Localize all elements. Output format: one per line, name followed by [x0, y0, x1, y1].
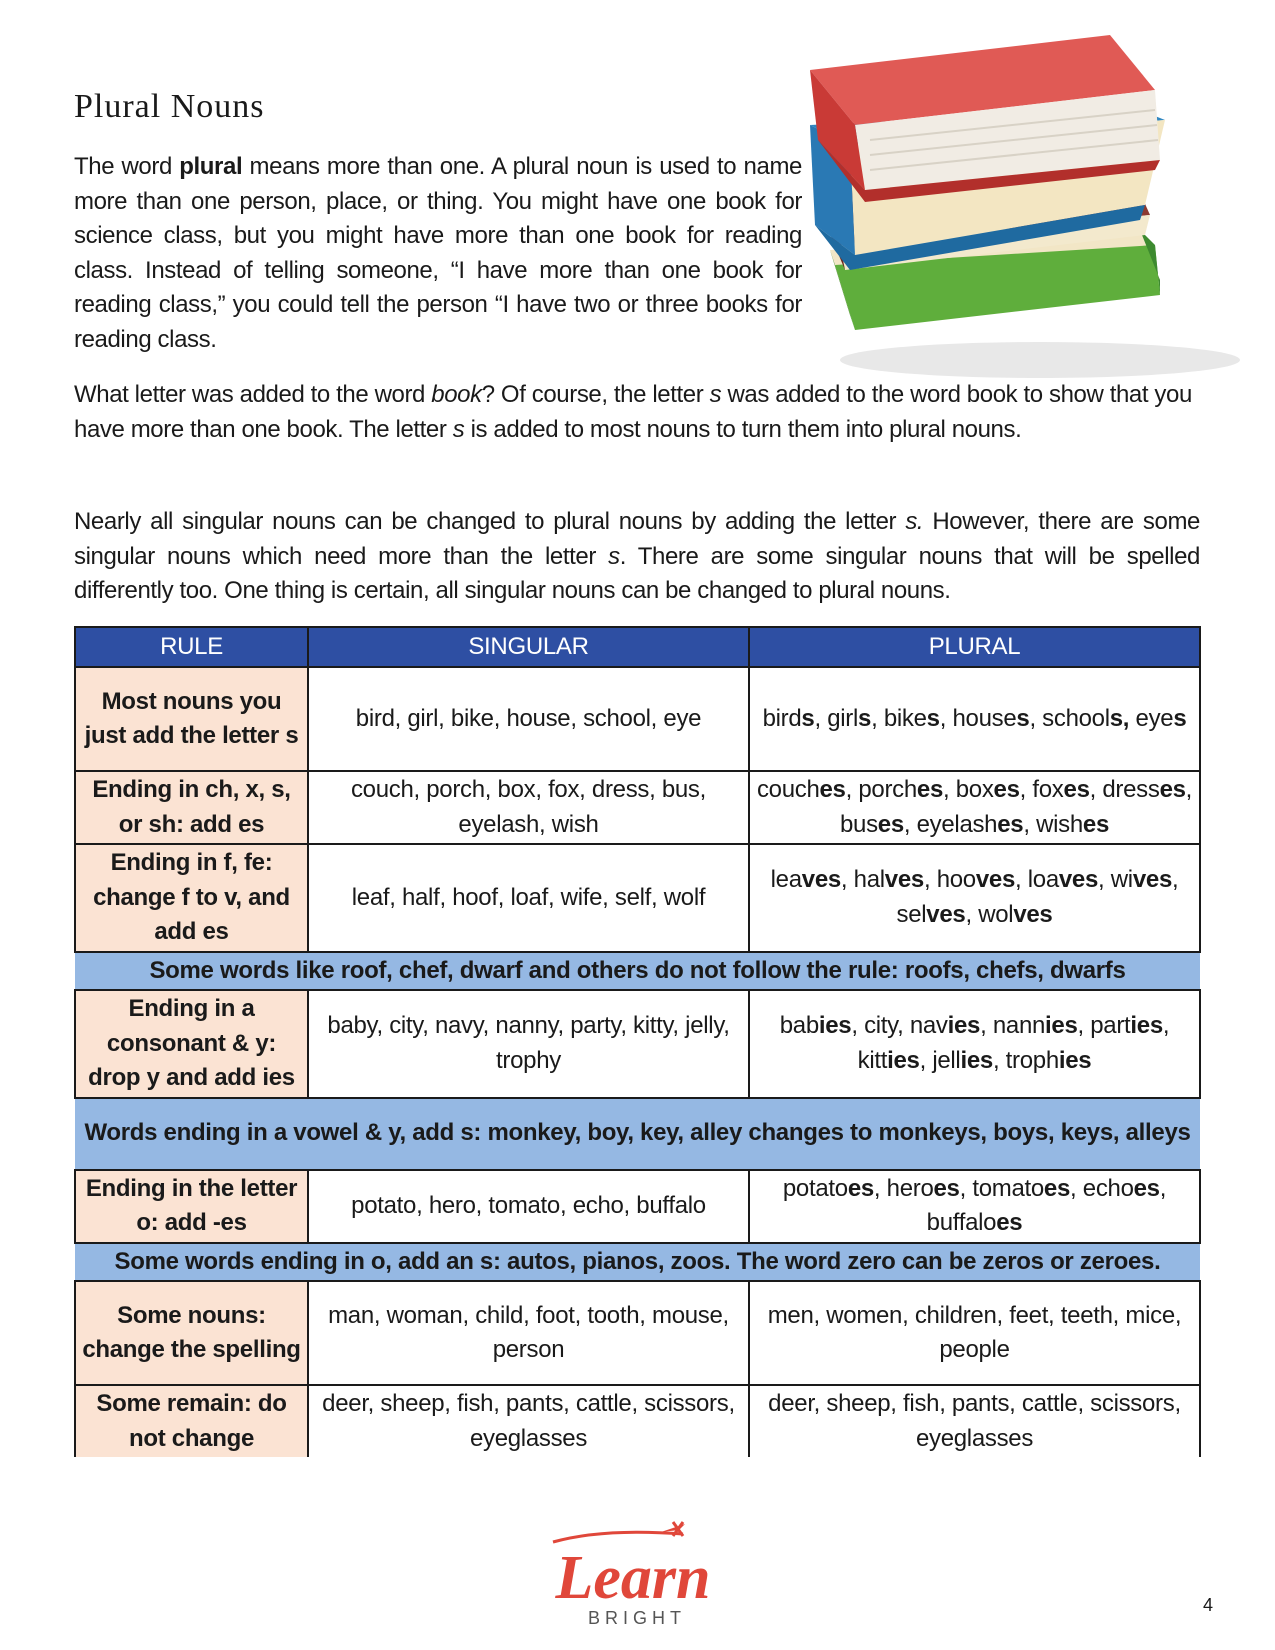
header-rule: RULE [75, 627, 308, 667]
header-plural: PLURAL [749, 627, 1200, 667]
singular-cell: deer, sheep, fish, pants, cattle, scissors, eyeglasses [308, 1385, 749, 1457]
table-row [75, 1281, 1200, 1385]
books-stack-image [810, 30, 1250, 390]
page-number: 4 [1203, 1595, 1214, 1615]
note-row [75, 1243, 1200, 1282]
rule-cell: Ending in a consonant & y: drop y and add ies [75, 990, 308, 1098]
table-row [75, 1385, 1200, 1457]
logo-word: Learn [555, 1544, 711, 1612]
intro-paragraph-2: What letter was added to the word book? Of course, the letter s was added to the word book to show that you have more than one book. The letter s is added to most nouns to turn them into plural nouns. [74, 381, 1192, 443]
plural-cell: birds, girls, bikes, houses, schools, eyes [749, 667, 1200, 771]
singular-cell: bird, girl, bike, house, school, eye [308, 667, 749, 771]
table-header-row [75, 627, 1200, 667]
plural-cell: couches, porches, boxes, foxes, dresses, buses, eyelashes, wishes [749, 771, 1200, 844]
plural-cell: leaves, halves, hooves, loaves, wives, selves, wolves [749, 844, 1200, 952]
rule-cell: Ending in ch, x, s, or sh: add es [75, 771, 308, 844]
singular-cell: man, woman, child, foot, tooth, mouse, person [308, 1281, 749, 1385]
rule-cell: Ending in the letter o: add -es [75, 1170, 308, 1243]
rule-cell: Some nouns: change the spelling [75, 1281, 308, 1385]
learn-bright-logo [533, 1520, 733, 1630]
rule-cell: Most nouns you just add the letter s [75, 667, 308, 771]
note-cell: Words ending in a vowel & y, add s: monkey, boy, key, alley changes to monkeys, boys, keys, alleys [75, 1098, 1200, 1170]
note-cell: Some words ending in o, add an s: autos, pianos, zoos. The word zero can be zeros or zeroes. [75, 1243, 1200, 1282]
note-row [75, 1098, 1200, 1170]
table-row [75, 1170, 1200, 1243]
plural-cell: babies, city, navies, nannies, parties, kitties, jellies, trophies [749, 990, 1200, 1098]
plural-rules-table [74, 626, 1201, 1457]
rule-cell: Ending in f, fe: change f to v, and add es [75, 844, 308, 952]
intro-paragraph-1: The word plural means more than one. A plural noun is used to name more than one person, place, or thing. You might have one book for science class, but you might have more than one book for reading class. Instead of telling someone, “I have more than one book for reading class,” you could tell the person “I have two or three books for reading class. [74, 153, 802, 353]
table-row [75, 771, 1200, 844]
intro-paragraph-3: Nearly all singular nouns can be changed to plural nouns by adding the letter s. However, there are some singular nouns which need more than the letter s. There are some singular nouns that will be spelled differently too. One thing is certain, all singular nouns can be changed to plural nouns. [74, 508, 1200, 604]
header-singular: SINGULAR [308, 627, 749, 667]
plural-cell: deer, sheep, fish, pants, cattle, scissors, eyeglasses [749, 1385, 1200, 1457]
page-title: Plural Nouns [74, 88, 265, 125]
plural-cell: potatoes, heroes, tomatoes, echoes, buffaloes [749, 1170, 1200, 1243]
singular-cell: leaf, half, hoof, loaf, wife, self, wolf [308, 844, 749, 952]
singular-cell: potato, hero, tomato, echo, buffalo [308, 1170, 749, 1243]
plural-cell: men, women, children, feet, teeth, mice, people [749, 1281, 1200, 1385]
note-cell: Some words like roof, chef, dwarf and others do not follow the rule: roofs, chefs, dwarfs [75, 952, 1200, 991]
singular-cell: couch, porch, box, fox, dress, bus, eyelash, wish [308, 771, 749, 844]
logo-sub: BRIGHT [587, 1608, 687, 1628]
table-row [75, 844, 1200, 952]
singular-cell: baby, city, navy, nanny, party, kitty, jelly, trophy [308, 990, 749, 1098]
table-row [75, 667, 1200, 771]
table-row [75, 990, 1200, 1098]
rule-cell: Some remain: do not change [75, 1385, 308, 1457]
note-row [75, 952, 1200, 991]
